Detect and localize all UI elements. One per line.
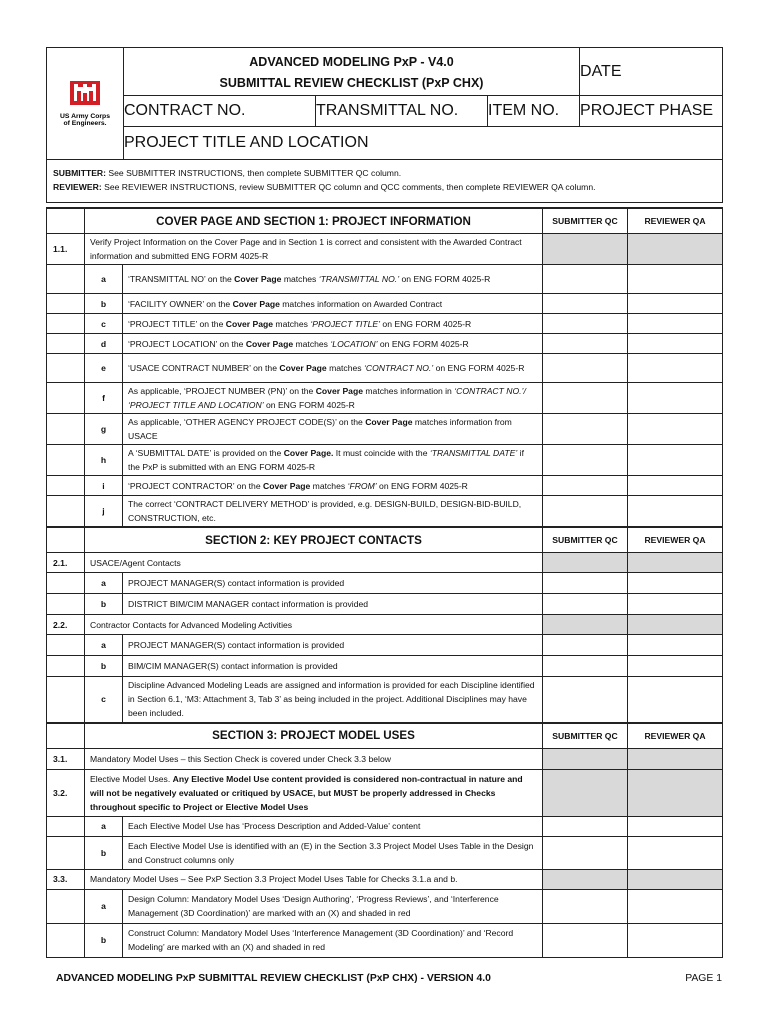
check-letter: g (85, 414, 123, 445)
check-row (47, 836, 723, 869)
check-text: ‘FACILITY OWNER’ on the Cover Page matches information on Awarded Contract (123, 294, 543, 314)
blank-cell (47, 208, 85, 234)
submitter-qc-cell[interactable] (543, 635, 628, 656)
reviewer-qa-cell[interactable] (628, 496, 723, 528)
check-letter: d (85, 334, 123, 354)
check-row (47, 234, 723, 265)
check-row (47, 496, 723, 528)
submitter-qc-cell[interactable] (543, 445, 628, 476)
reviewer-qa-cell[interactable] (628, 656, 723, 677)
check-row (47, 553, 723, 573)
instructions (47, 160, 723, 203)
check-letter: b (85, 656, 123, 677)
submitter-qc-cell[interactable] (543, 476, 628, 496)
item-no-field[interactable]: ITEM NO. (488, 96, 580, 127)
check-row (47, 889, 723, 923)
submitter-qc-cell (543, 615, 628, 635)
reviewer-qa-cell[interactable] (628, 294, 723, 314)
reviewer-qa-cell (628, 869, 723, 889)
check-letter: c (85, 314, 123, 334)
title-line1: ADVANCED MODELING PxP - V4.0 (249, 54, 454, 69)
check-text: ‘PROJECT CONTRACTOR’ on the Cover Page matches ‘FROM’ on ENG FORM 4025-R (123, 476, 543, 496)
check-row (47, 816, 723, 836)
header-table (46, 47, 723, 203)
check-letter: h (85, 445, 123, 476)
reviewer-qa-cell[interactable] (628, 816, 723, 836)
submitter-qc-cell[interactable] (543, 354, 628, 383)
check-text: ‘TRANSMITTAL NO’ on the Cover Page matches ‘TRANSMITTAL NO.’ on ENG FORM 4025-R (123, 265, 543, 294)
check-row (47, 748, 723, 769)
check-letter: a (85, 816, 123, 836)
check-letter: a (85, 573, 123, 594)
check-letter: b (85, 836, 123, 869)
transmittal-no-field[interactable]: TRANSMITTAL NO. (316, 96, 488, 127)
check-text: Elective Model Uses. Any Elective Model Use content provided is considered non-contractual in nature and will not be negatively evaluated or critiqued by USACE, but MUST be properly addressed in Checks throughout specific to Project or Elective Model Uses (85, 769, 543, 816)
reviewer-qa-cell[interactable] (628, 334, 723, 354)
submitter-label: SUBMITTER: (53, 168, 106, 178)
reviewer-instruction: See REVIEWER INSTRUCTIONS, review SUBMITTER QC column and QCC comments, then complete REVIEWER QA column. (101, 182, 596, 192)
submitter-qc-cell[interactable] (543, 573, 628, 594)
reviewer-qa-cell[interactable] (628, 836, 723, 869)
reviewer-qa-header: REVIEWER QA (628, 208, 723, 234)
check-letter: j (85, 496, 123, 528)
check-row (47, 635, 723, 656)
submitter-qc-cell[interactable] (543, 334, 628, 354)
contract-no-field[interactable]: CONTRACT NO. (124, 96, 316, 127)
logo-line2: of Engineers. (63, 119, 107, 127)
check-text: Each Elective Model Use has ‘Process Description and Added-Value’ content (123, 816, 543, 836)
submitter-qc-cell[interactable] (543, 265, 628, 294)
check-row (47, 923, 723, 957)
submitter-qc-cell[interactable] (543, 594, 628, 615)
checklist-table (46, 207, 723, 958)
project-title-field[interactable]: PROJECT TITLE AND LOCATION (124, 127, 723, 160)
check-letter: i (85, 476, 123, 496)
submitter-qc-cell[interactable] (543, 414, 628, 445)
check-text: As applicable, ‘OTHER AGENCY PROJECT CODE(S)’ on the Cover Page matches information from USACE (123, 414, 543, 445)
check-row (47, 334, 723, 354)
submitter-qc-cell (543, 234, 628, 265)
reviewer-qa-cell[interactable] (628, 476, 723, 496)
check-text: Each Elective Model Use is identified with an (E) in the Section 3.3 Project Model Uses Table in the Design and Construct columns only (123, 836, 543, 869)
submitter-qc-cell[interactable] (543, 496, 628, 528)
reviewer-qa-cell[interactable] (628, 677, 723, 723)
submitter-qc-cell[interactable] (543, 677, 628, 723)
submitter-qc-header: SUBMITTER QC (543, 208, 628, 234)
reviewer-label: REVIEWER: (53, 182, 102, 192)
blank-cell (47, 723, 85, 749)
check-row (47, 294, 723, 314)
logo-line1: US Army Corps (60, 112, 110, 120)
check-row (47, 677, 723, 723)
check-row (47, 414, 723, 445)
check-text: Contractor Contacts for Advanced Modeling Activities (85, 615, 543, 635)
check-text: ‘USACE CONTRACT NUMBER’ on the Cover Page matches ‘CONTRACT NO.’ on ENG FORM 4025-R (123, 354, 543, 383)
submitter-qc-cell[interactable] (543, 923, 628, 957)
submitter-qc-cell[interactable] (543, 889, 628, 923)
check-number: 3.3. (47, 869, 85, 889)
check-text: Mandatory Model Uses – this Section Check is covered under Check 3.3 below (85, 748, 543, 769)
check-row (47, 314, 723, 334)
project-phase-field[interactable]: PROJECT PHASE (580, 96, 723, 127)
check-text: As applicable, ‘PROJECT NUMBER (PN)’ on the Cover Page matches information in ‘CONTRACT NO.’/ ‘PROJECT TITLE AND LOCATION’ on ENG FORM 4025-R (123, 383, 543, 414)
reviewer-qa-cell[interactable] (628, 383, 723, 414)
usace-logo (47, 48, 124, 160)
submitter-qc-cell (543, 769, 628, 816)
reviewer-qa-cell (628, 748, 723, 769)
reviewer-qa-cell (628, 769, 723, 816)
reviewer-qa-header: REVIEWER QA (628, 723, 723, 749)
submitter-qc-cell[interactable] (543, 656, 628, 677)
check-text: The correct ‘CONTRACT DELIVERY METHOD’ is provided, e.g. DESIGN-BUILD, DESIGN-BID-BUILD, CONSTRUCTION, etc. (123, 496, 543, 528)
section3-title: SECTION 3: PROJECT MODEL USES (85, 723, 543, 749)
castle-icon (70, 81, 100, 105)
check-row (47, 615, 723, 635)
check-letter: f (85, 383, 123, 414)
check-row (47, 354, 723, 383)
blank-cell (47, 527, 85, 553)
document-title (124, 48, 580, 96)
check-text: A ‘SUBMITTAL DATE’ is provided on the Cover Page. It must coincide with the ‘TRANSMITTAL DATE’ if the PxP is submitted with an ENG FORM 4025-R (123, 445, 543, 476)
reviewer-qa-cell (628, 234, 723, 265)
check-text: PROJECT MANAGER(S) contact information is provided (123, 635, 543, 656)
check-text: DISTRICT BIM/CIM MANAGER contact information is provided (123, 594, 543, 615)
reviewer-qa-cell[interactable] (628, 314, 723, 334)
reviewer-qa-cell (628, 615, 723, 635)
check-text: ‘PROJECT LOCATION’ on the Cover Page matches ‘LOCATION’ on ENG FORM 4025-R (123, 334, 543, 354)
submitter-qc-cell (543, 553, 628, 573)
reviewer-qa-cell[interactable] (628, 889, 723, 923)
check-letter: c (85, 677, 123, 723)
check-text: BIM/CIM MANAGER(S) contact information is provided (123, 656, 543, 677)
check-letter: b (85, 294, 123, 314)
title-line2: SUBMITTAL REVIEW CHECKLIST (PxP CHX) (219, 75, 484, 90)
page-number: PAGE 1 (685, 973, 722, 984)
section1-title: COVER PAGE AND SECTION 1: PROJECT INFORMATION (85, 208, 543, 234)
reviewer-qa-cell[interactable] (628, 594, 723, 615)
check-text: Discipline Advanced Modeling Leads are assigned and information is provided for each Discipline identified in Section 6.1, ‘M3: Attachment 3, Tab 3’ as being included in the project. Additional Disciplines may have been included. (123, 677, 543, 723)
check-row (47, 476, 723, 496)
checklist-page (46, 47, 722, 958)
reviewer-qa-cell (628, 553, 723, 573)
check-text: Verify Project Information on the Cover Page and in Section 1 is correct and consistent with the Awarded Contract information and submitted ENG FORM 4025-R (85, 234, 543, 265)
check-row (47, 656, 723, 677)
check-text: PROJECT MANAGER(S) contact information is provided (123, 573, 543, 594)
submitter-qc-cell[interactable] (543, 314, 628, 334)
reviewer-qa-cell[interactable] (628, 445, 723, 476)
check-letter: b (85, 923, 123, 957)
submitter-qc-cell (543, 748, 628, 769)
check-letter: a (85, 635, 123, 656)
check-text: Design Column: Mandatory Model Uses ‘Design Authoring’, ‘Progress Reviews’, and ‘Interference Management (3D Coordination)’ are marked with an (X) and shaded in red (123, 889, 543, 923)
section2-title: SECTION 2: KEY PROJECT CONTACTS (85, 527, 543, 553)
check-text: USACE/Agent Contacts (85, 553, 543, 573)
check-row (47, 265, 723, 294)
check-letter: a (85, 265, 123, 294)
reviewer-qa-cell[interactable] (628, 923, 723, 957)
reviewer-qa-cell[interactable] (628, 265, 723, 294)
check-row (47, 383, 723, 414)
reviewer-qa-header: REVIEWER QA (628, 527, 723, 553)
check-number: 2.1. (47, 553, 85, 573)
check-letter: a (85, 889, 123, 923)
check-row (47, 573, 723, 594)
submitter-qc-cell[interactable] (543, 816, 628, 836)
check-row (47, 445, 723, 476)
submitter-qc-header: SUBMITTER QC (543, 723, 628, 749)
check-row (47, 769, 723, 816)
check-row (47, 869, 723, 889)
reviewer-qa-cell[interactable] (628, 573, 723, 594)
submitter-qc-header: SUBMITTER QC (543, 527, 628, 553)
check-number: 3.1. (47, 748, 85, 769)
date-field[interactable]: DATE (580, 48, 723, 96)
check-text: Construct Column: Mandatory Model Uses ‘Interference Management (3D Coordination)’ and ‘Record Modeling’ are marked with an (X) and shaded in red (123, 923, 543, 957)
check-number: 2.2. (47, 615, 85, 635)
check-row (47, 594, 723, 615)
reviewer-qa-cell[interactable] (628, 354, 723, 383)
check-letter: b (85, 594, 123, 615)
reviewer-qa-cell[interactable] (628, 635, 723, 656)
check-text: Mandatory Model Uses – See PxP Section 3.3 Project Model Uses Table for Checks 3.1.a and b. (85, 869, 543, 889)
submitter-qc-cell[interactable] (543, 836, 628, 869)
check-number: 3.2. (47, 769, 85, 816)
check-letter: e (85, 354, 123, 383)
submitter-qc-cell (543, 869, 628, 889)
check-text: ‘PROJECT TITLE’ on the Cover Page matches ‘PROJECT TITLE’ on ENG FORM 4025-R (123, 314, 543, 334)
submitter-qc-cell[interactable] (543, 383, 628, 414)
submitter-instruction: See SUBMITTER INSTRUCTIONS, then complete SUBMITTER QC column. (106, 168, 402, 178)
reviewer-qa-cell[interactable] (628, 414, 723, 445)
submitter-qc-cell[interactable] (543, 294, 628, 314)
footer-title: ADVANCED MODELING PxP SUBMITTAL REVIEW CHECKLIST (PxP CHX) - VERSION 4.0 (56, 973, 491, 984)
check-number: 1.1. (47, 234, 85, 265)
